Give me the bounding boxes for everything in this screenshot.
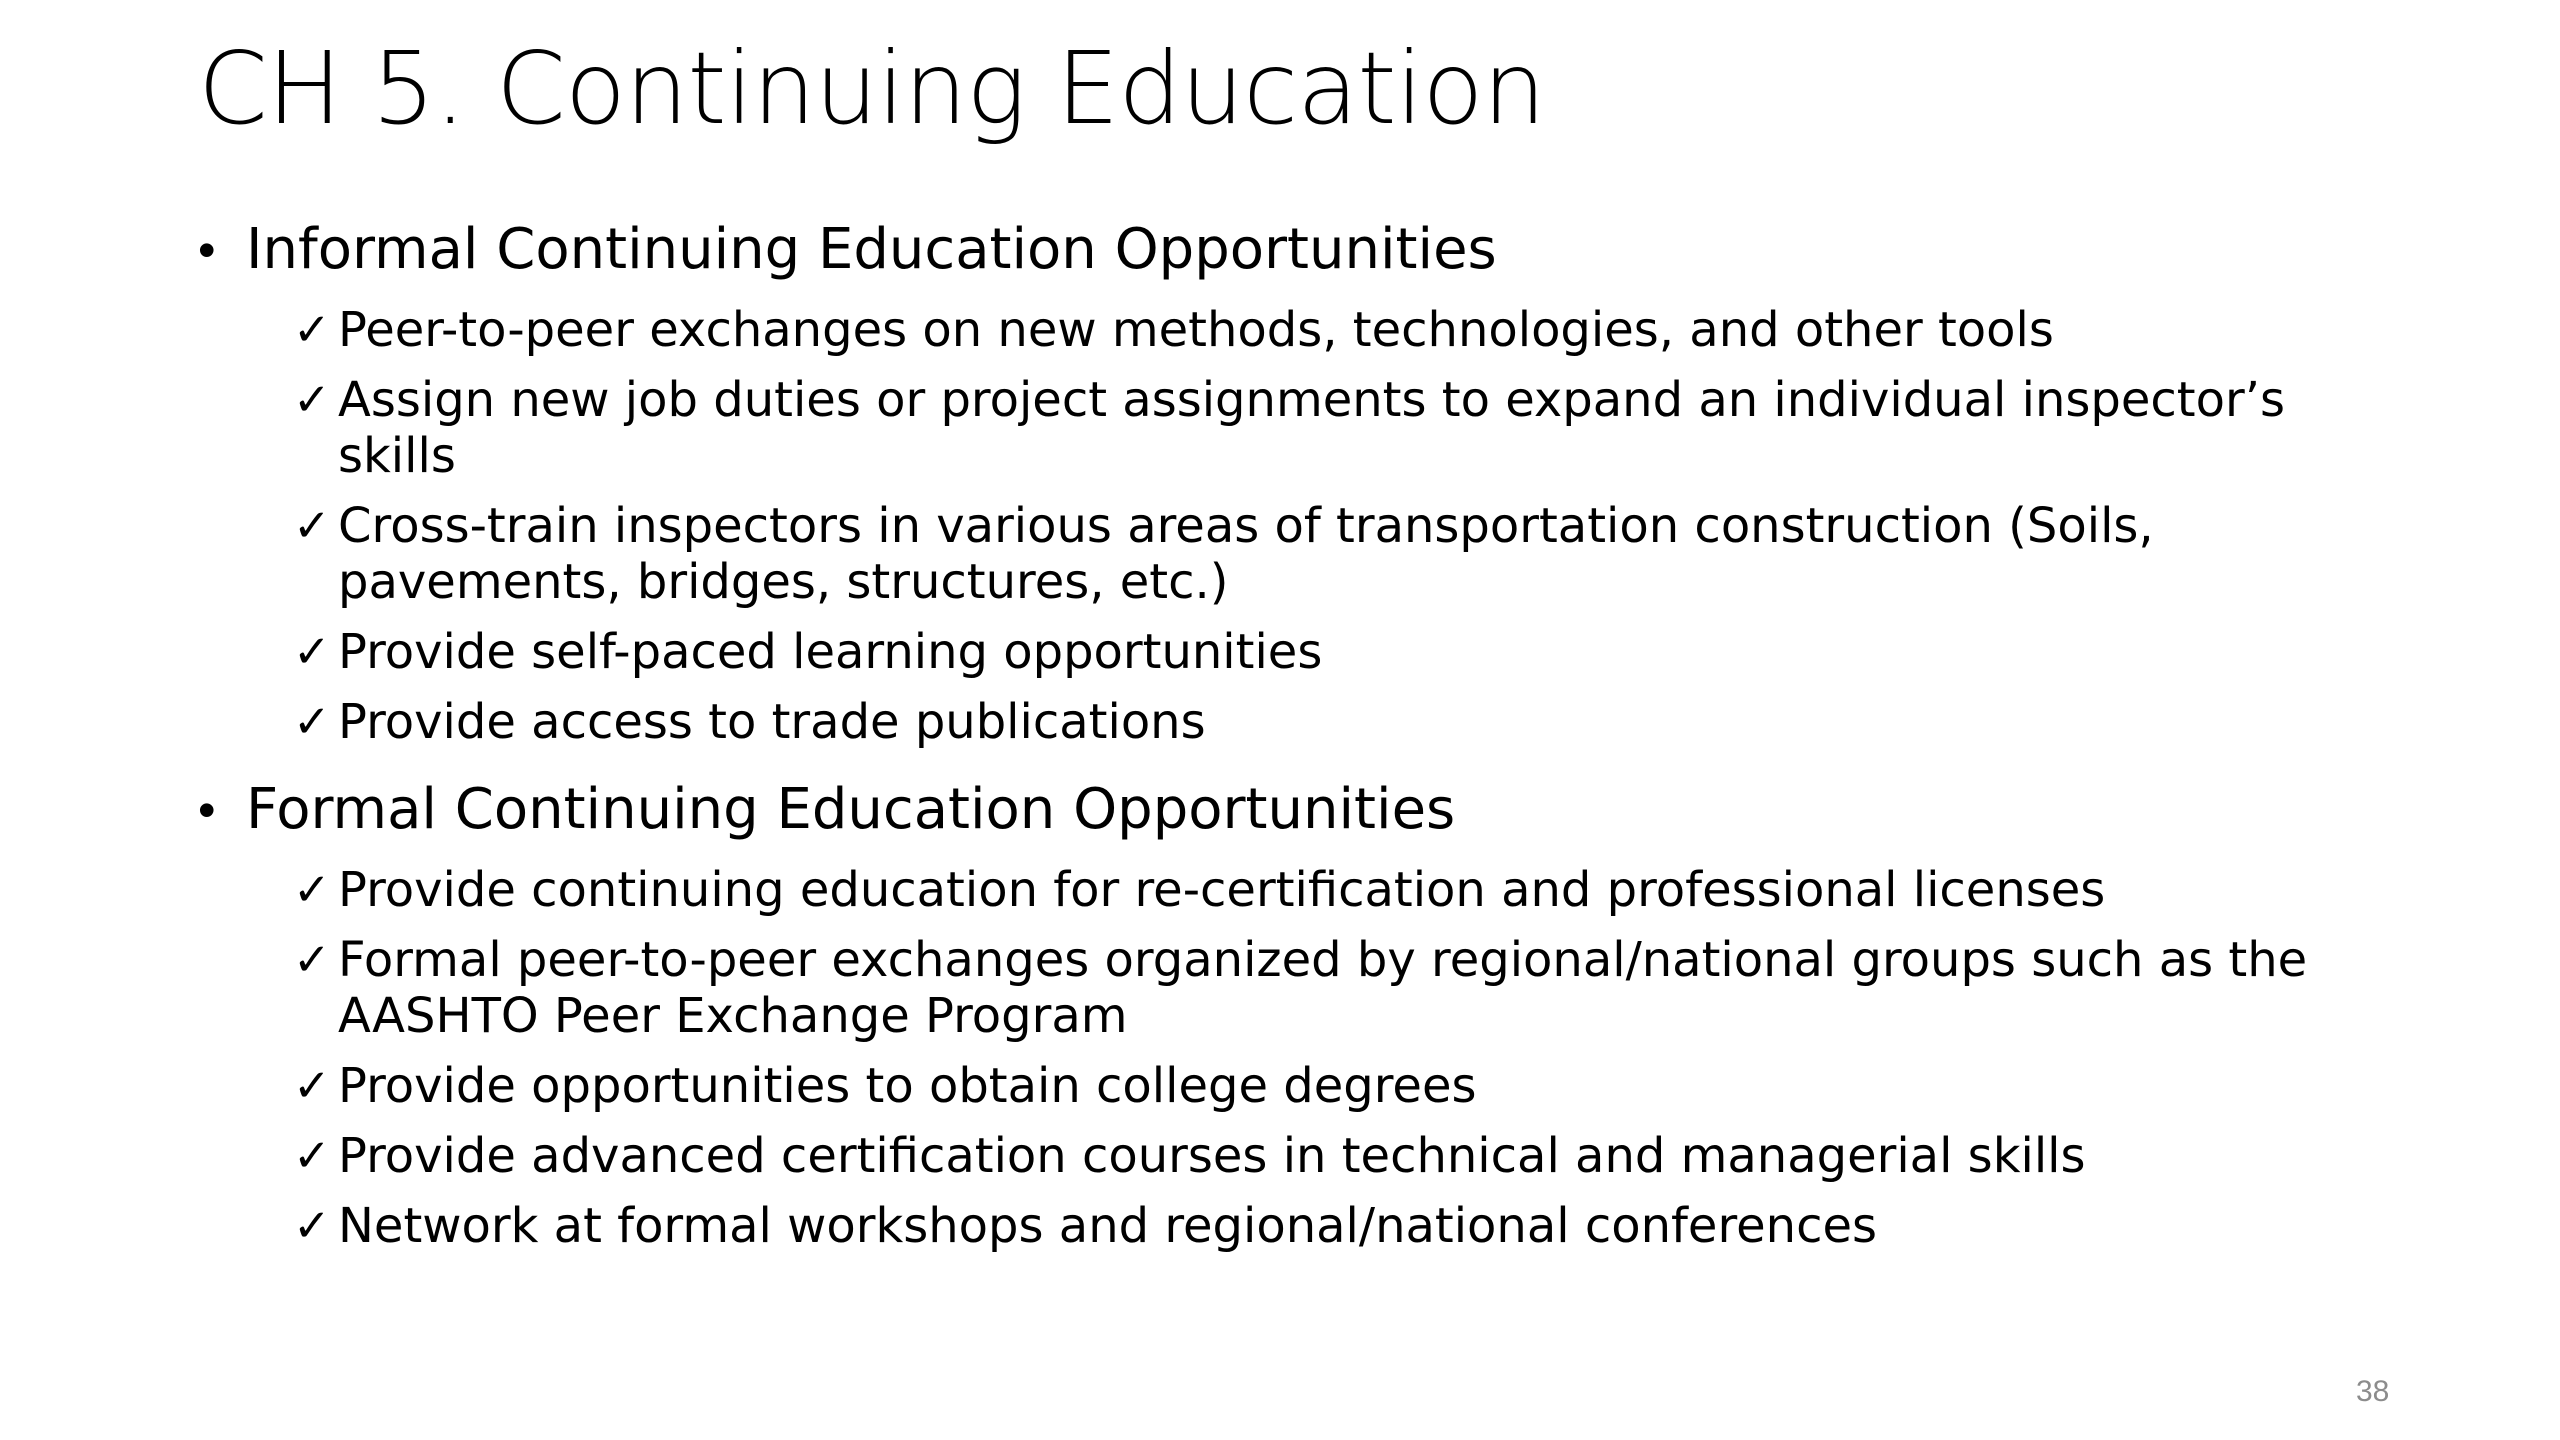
checkmark-icon: ✓ (293, 863, 331, 916)
checkmark-icon: ✓ (293, 933, 331, 986)
list-item-text: Formal peer-to-peer exchanges organized by regional/national groups such as the AASHTO Peer Exchange Program (338, 932, 2308, 1044)
slide-title: CH 5. Continuing Education (198, 30, 1545, 147)
checkmark-icon: ✓ (293, 1059, 331, 1112)
list-item-text: Network at formal workshops and regional/national conferences (338, 1198, 1878, 1254)
list-item (293, 1198, 2333, 1254)
checkmark-icon: ✓ (293, 303, 331, 356)
list-item (293, 694, 2333, 750)
checkmark-icon: ✓ (293, 1129, 331, 1182)
slide-page-number: 38 (2356, 1375, 2390, 1408)
list-item (293, 1128, 2333, 1184)
list-item (293, 932, 2333, 1044)
formal-education-heading: Formal Continuing Education Opportunities (246, 777, 1456, 842)
list-item-text: Cross-train inspectors in various areas of transportation construction (Soils, pavements, bridges, structures, etc.) (338, 498, 2154, 610)
checkmark-icon: ✓ (293, 695, 331, 748)
checkmark-icon: ✓ (293, 1199, 331, 1252)
formal-education-heading-row (198, 772, 2348, 848)
checkmark-icon: ✓ (293, 373, 331, 426)
formal-education-section (198, 772, 2348, 1254)
formal-education-list (198, 862, 2348, 1254)
list-item-text: Provide access to trade publications (338, 694, 1206, 750)
list-item (293, 862, 2333, 918)
list-item (293, 372, 2333, 484)
list-item (293, 498, 2333, 610)
list-item (293, 302, 2333, 358)
list-item-text: Peer-to-peer exchanges on new methods, technologies, and other tools (338, 302, 2054, 358)
list-item (293, 624, 2333, 680)
list-item-text: Assign new job duties or project assignments to expand an individual inspector’s skills (338, 372, 2285, 484)
bullet-icon: • (198, 782, 216, 838)
checkmark-icon: ✓ (293, 499, 331, 552)
informal-education-heading-row (198, 212, 2348, 288)
list-item-text: Provide opportunities to obtain college degrees (338, 1058, 1477, 1114)
bullet-icon: • (198, 222, 216, 278)
informal-education-heading: Informal Continuing Education Opportunities (246, 217, 1497, 282)
list-item-text: Provide self-paced learning opportunities (338, 624, 1323, 680)
informal-education-list (198, 302, 2348, 750)
list-item (293, 1058, 2333, 1114)
list-item-text: Provide continuing education for re-certification and professional licenses (338, 862, 2106, 918)
informal-education-section (198, 212, 2348, 750)
list-item-text: Provide advanced certification courses in technical and managerial skills (338, 1128, 2086, 1184)
checkmark-icon: ✓ (293, 625, 331, 678)
